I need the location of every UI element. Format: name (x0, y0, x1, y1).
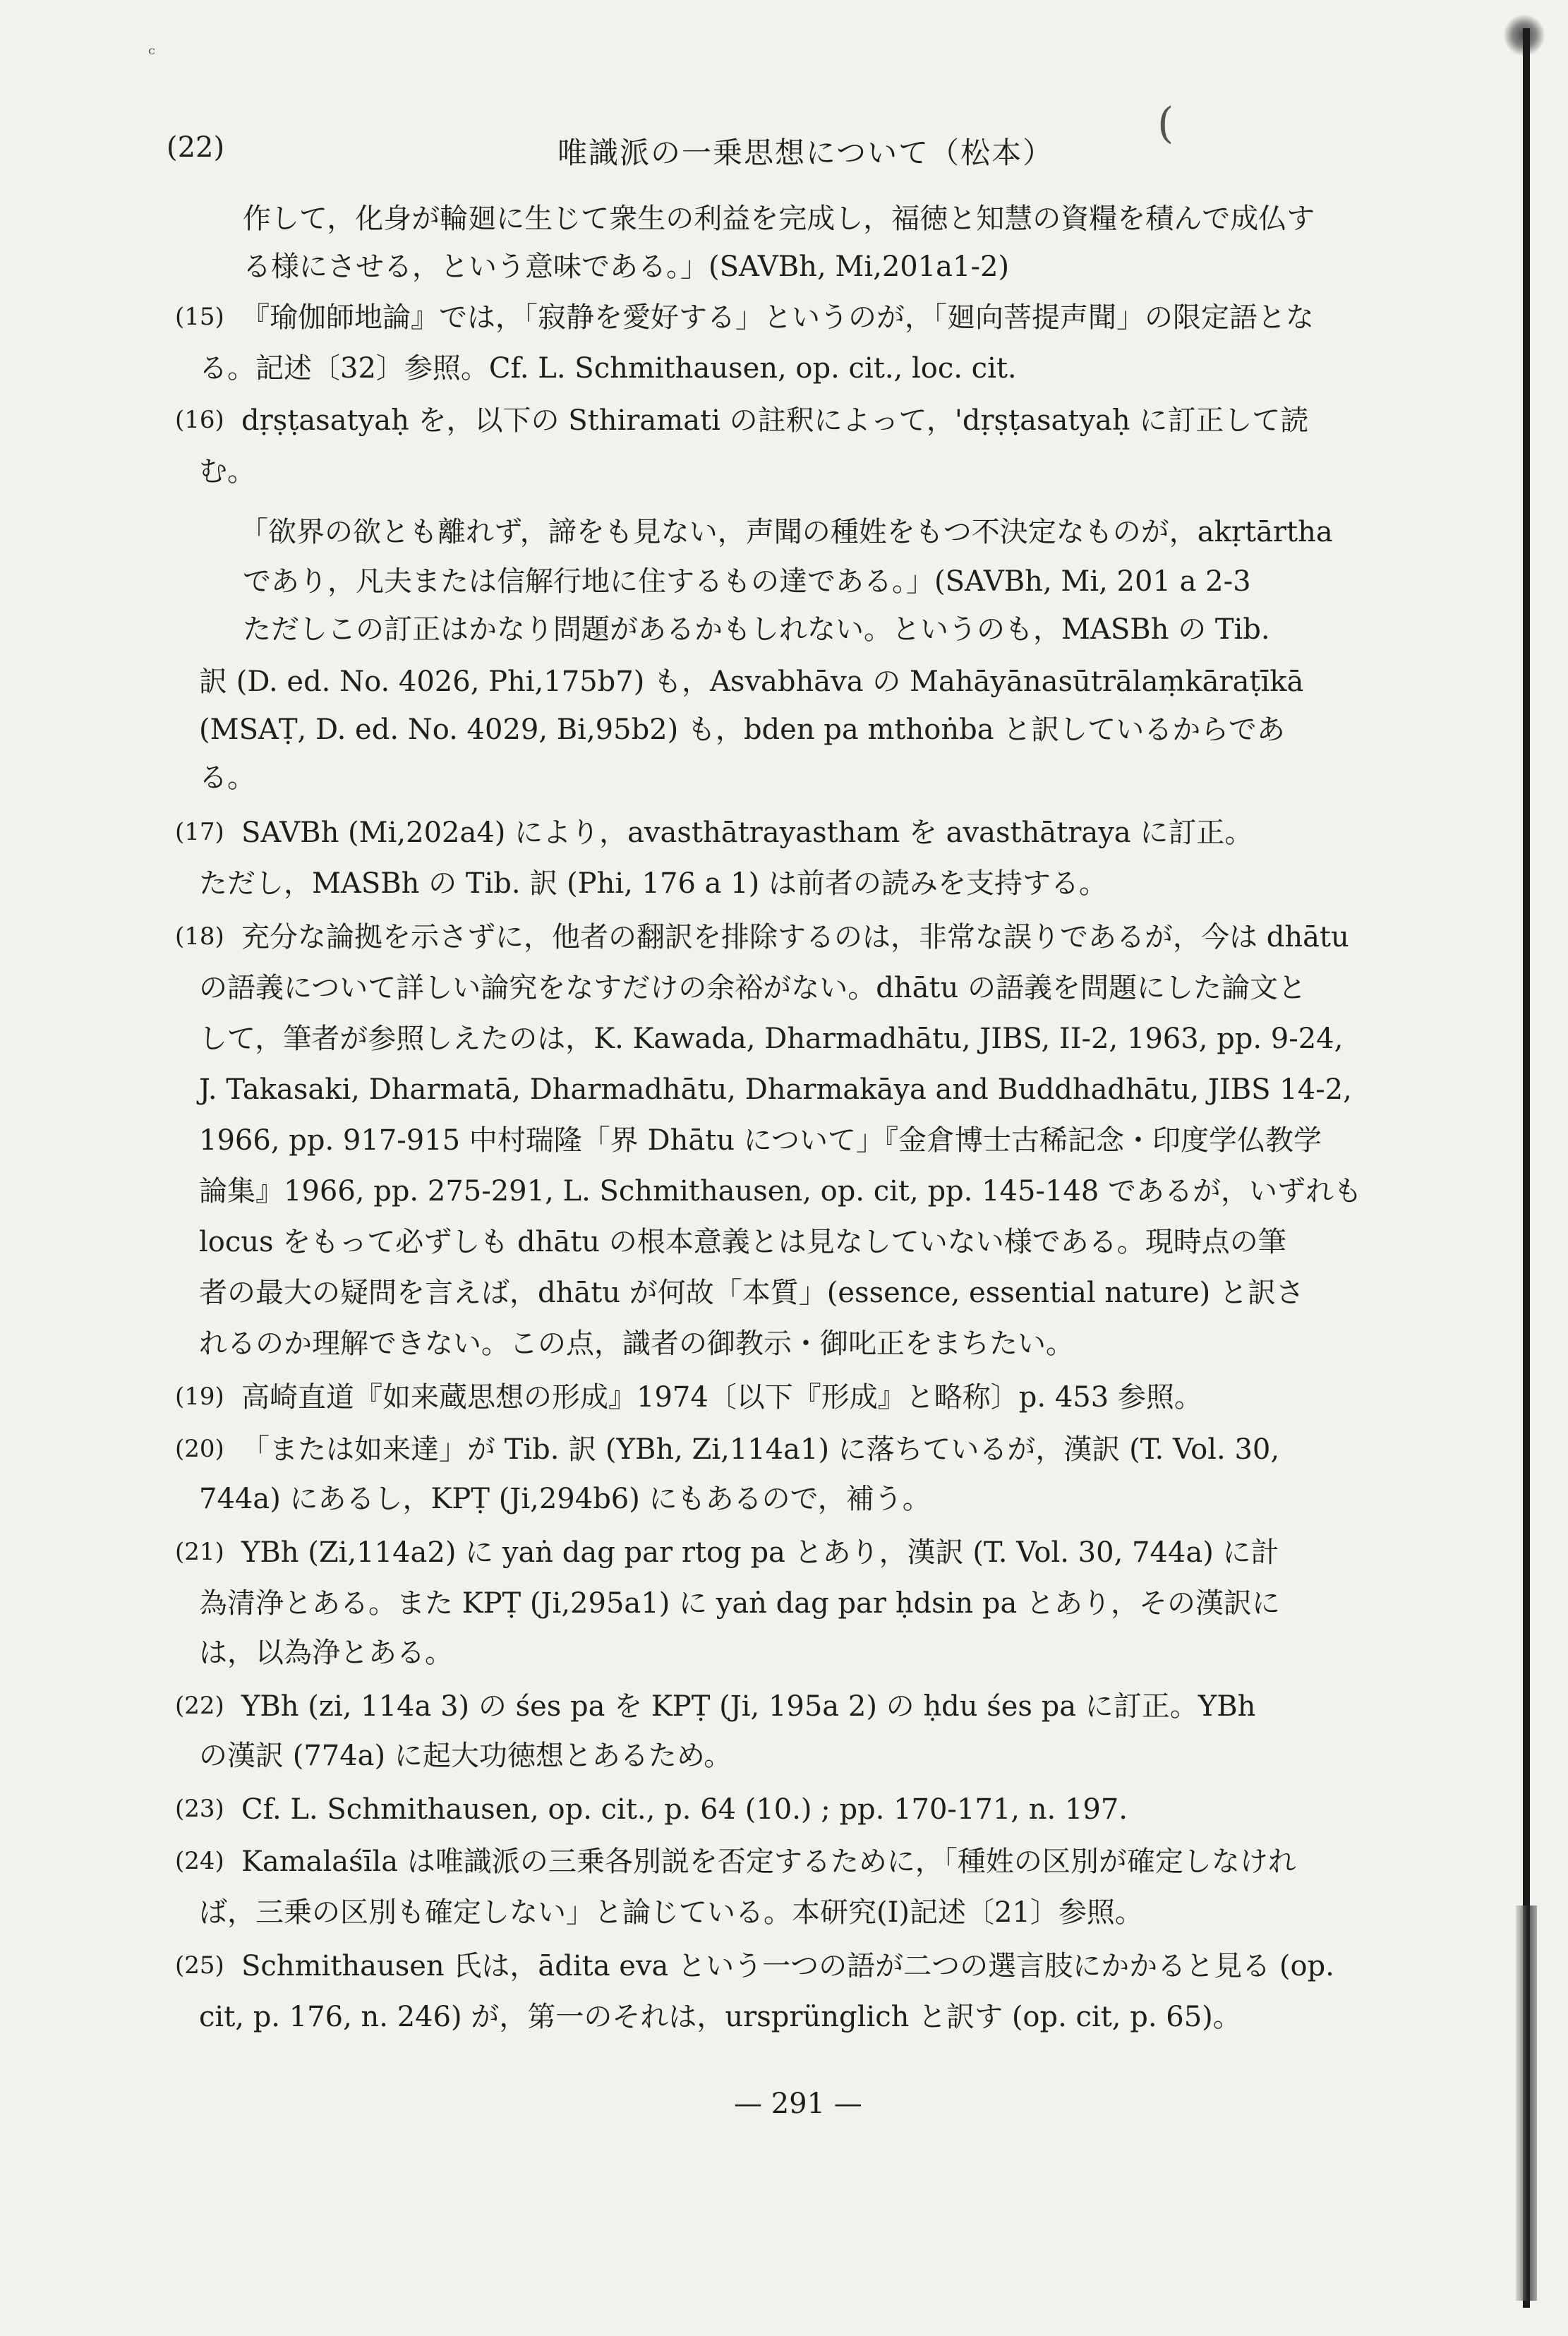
running-title: 唯識派の一乗思想について（松本） (557, 136, 1054, 170)
text-line: 論集』1966, pp. 275-291, L. Schmithausen, op. cit, pp. 145-148 であるが，いずれも (199, 1175, 1363, 1208)
footnote-number: (18) (175, 922, 224, 951)
text-line: SAVBh (Mi,202a4) により，avasthātrayastham を avasthātraya に訂正。 (241, 817, 1253, 849)
text-line: ただし，MASBh の Tib. 訳 (Phi, 176 a 1) は前者の読みを支持する。 (199, 867, 1107, 900)
text-line: ば，三乗の区別も確定しない」と論じている。本研究(I)記述〔21〕参照。 (199, 1896, 1143, 1929)
footnote-number: (17) (175, 818, 224, 846)
scan-pen-mark: ( (1157, 99, 1174, 148)
text-line: の語義について詳しい論究をなすだけの余裕がない。dhātu の語義を問題にした論文と (199, 972, 1306, 1004)
text-line: J. Takasaki, Dharmatā, Dharmadhātu, Dharmakāya and Buddhadhātu, JIBS 14-2, (199, 1073, 1352, 1106)
footnote-number: (15) (175, 303, 224, 331)
text-line: る様にさせる，という意味である。」(SAVBh, Mi,201a1-2) (243, 251, 1010, 283)
text-line: ただしこの訂正はかなり問題があるかもしれない。というのも，MASBh の Tib. (243, 613, 1270, 646)
scan-speck: ᶜ (148, 42, 155, 66)
text-line: 者の最大の疑問を言えば，dhātu が何故「本質」(essence, essential nature) と訳さ (199, 1277, 1304, 1309)
text-line: 1966, pp. 917-915 中村瑞隆「界 Dhātu について」『金倉博士古稀記念・印度学仏教学 (199, 1124, 1322, 1157)
text-line: cit, p. 176, n. 246) が，第一のそれは，ursprünglich と訳す (op. cit, p. 65)。 (199, 2001, 1241, 2033)
text-line: 744a) にあるし，KPṬ (Ji,294b6) にもあるので，補う。 (199, 1483, 931, 1515)
footnote-number: (21) (175, 1538, 224, 1566)
text-line: 「欲界の欲とも離れず，諦をも見ない，声聞の種姓をもつ不決定なものが，akṛtārtha (240, 516, 1333, 548)
text-line: YBh (zi, 114a 3) の śes pa を KPṬ (Ji, 195a 2) の ḥdu śes pa に訂正。YBh (241, 1690, 1256, 1723)
text-line: る。記述〔32〕参照。Cf. L. Schmithausen, op. cit., loc. cit. (199, 352, 1017, 385)
text-line: 「または如来達」が Tib. 訳 (YBh, Zi,114a1) に落ちているが，漢訳 (T. Vol. 30, (241, 1433, 1280, 1466)
text-line: Schmithausen 氏は，ādita eva という一つの語が二つの選言肢にかかると見る (op. (241, 1950, 1334, 1982)
text-line: であり，凡夫または信解行地に住するもの達である。」(SAVBh, Mi, 201 a 2-3 (243, 565, 1251, 598)
text-line: locus をもって必ずしも dhātu の根本意義とは見なしていない様である。現時点の筆 (199, 1226, 1286, 1258)
page-number: — 291 — (734, 2088, 862, 2120)
footnote-number: (25) (175, 1951, 224, 1980)
text-line: の漢訳 (774a) に起大功徳想とあるため。 (199, 1740, 732, 1772)
footnote-number: (19) (175, 1383, 224, 1411)
text-line: (MSAṬ, D. ed. No. 4029, Bi,95b2) も，bden pa mthoṅba と訳しているからであ (199, 714, 1285, 746)
footnote-number: (16) (175, 406, 224, 434)
text-line: Kamalaśīla は唯識派の三乗各別説を否定するために，「種姓の区別が確定しなけれ (241, 1846, 1296, 1878)
text-line: は，以為浄とある。 (199, 1637, 453, 1669)
text-line: Cf. L. Schmithausen, op. cit., p. 64 (10.) ; pp. 170-171, n. 197. (241, 1793, 1128, 1826)
text-line: YBh (Zi,114a2) に yaṅ dag par rtog pa とあり，漢訳 (T. Vol. 30, 744a) に計 (241, 1536, 1279, 1569)
footnote-number: (22) (175, 1692, 224, 1720)
text-line: 『瑜伽師地論』では，「寂静を愛好する」というのが，「廻向菩提声聞」の限定語とな (241, 301, 1314, 334)
page-label: (22) (167, 131, 225, 164)
text-line: 訳 (D. ed. No. 4026, Phi,175b7) も，Asvabhāva の Mahāyānasūtrālaṃkāraṭīkā (199, 666, 1304, 698)
text-line: dṛṣṭasatyaḥ を，以下の Sthiramati の註釈によって，'dṛṣṭasatyaḥ に訂正して読 (241, 404, 1309, 437)
text-line: 為清浄とある。また KPṬ (Ji,295a1) に yaṅ dag par ḥdsin pa とあり，その漢訳に (199, 1587, 1281, 1620)
text-line: む。 (199, 455, 255, 488)
text-line: れるのか理解できない。この点，識者の御教示・御叱正をまちたい。 (199, 1327, 1074, 1360)
text-line: る。 (199, 761, 255, 794)
text-line: して，筆者が参照しえたのは，K. Kawada, Dharmadhātu, JIBS, II-2, 1963, pp. 9-24, (199, 1023, 1344, 1055)
footnote-number: (20) (175, 1435, 224, 1463)
binding-edge-shadow (1516, 1905, 1537, 2301)
text-line: 高崎直道『如来蔵思想の形成』1974〔以下『形成』と略称〕p. 453 参照。 (241, 1381, 1202, 1414)
text-line: 作して，化身が輪廻に生じて衆生の利益を完成し，福徳と知慧の資糧を積んで成仏す (243, 203, 1315, 235)
footnote-number: (23) (175, 1795, 224, 1823)
footnote-number: (24) (175, 1847, 224, 1875)
text-line: 充分な論拠を示さずに，他者の翻訳を排除するのは，非常な誤りであるが，今は dhātu (241, 921, 1349, 953)
